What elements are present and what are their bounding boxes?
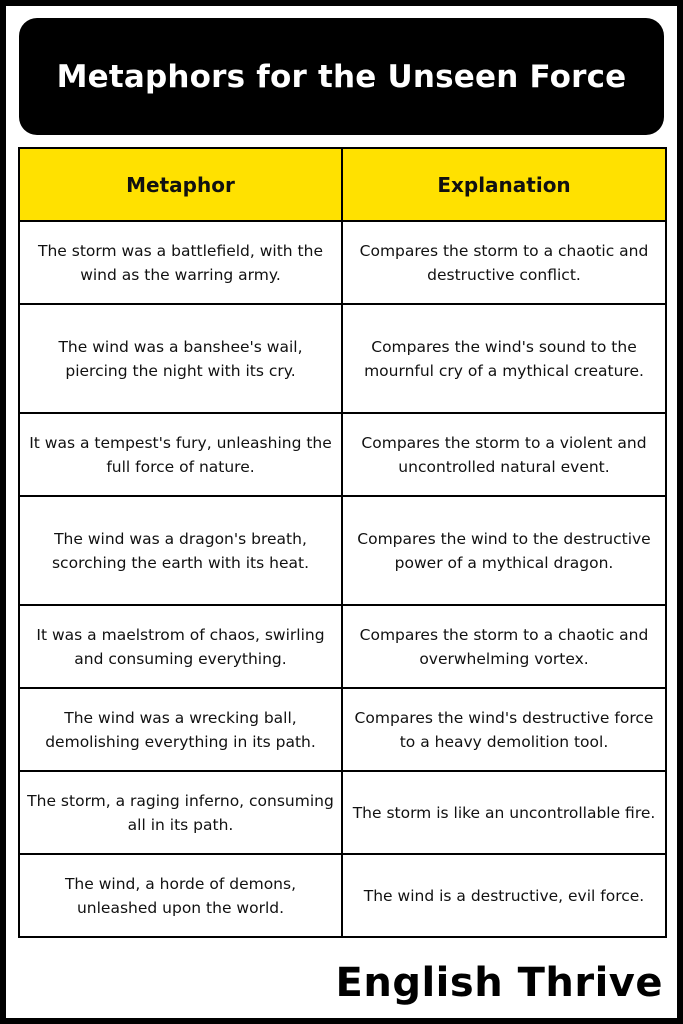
table-row <box>19 771 666 854</box>
column-header-explanation: Explanation <box>342 148 666 221</box>
metaphor-cell: It was a tempest's fury, unleashing the full force of nature. <box>19 413 342 496</box>
table-row <box>19 221 666 304</box>
explanation-cell: Compares the storm to a chaotic and overwhelming vortex. <box>342 605 666 688</box>
explanation-cell: Compares the storm to a chaotic and destructive conflict. <box>342 221 666 304</box>
metaphor-cell: The wind was a banshee's wail, piercing the night with its cry. <box>19 304 342 413</box>
table-row <box>19 688 666 771</box>
explanation-cell: Compares the wind's sound to the mournful cry of a mythical creature. <box>342 304 666 413</box>
table-row <box>19 304 666 413</box>
table-row <box>19 854 666 937</box>
metaphor-cell: The storm was a battlefield, with the wind as the warring army. <box>19 221 342 304</box>
metaphor-cell: The wind was a dragon's breath, scorching the earth with its heat. <box>19 496 342 605</box>
table-header-row <box>19 148 666 221</box>
metaphor-cell: It was a maelstrom of chaos, swirling and consuming everything. <box>19 605 342 688</box>
page-title: Metaphors for the Unseen Force <box>56 58 627 95</box>
brand-logo-text: English Thrive <box>335 960 663 1006</box>
title-bar <box>19 18 664 135</box>
metaphor-cell: The wind, a horde of demons, unleashed upon the world. <box>19 854 342 937</box>
metaphor-table <box>18 147 667 938</box>
metaphor-cell: The wind was a wrecking ball, demolishing everything in its path. <box>19 688 342 771</box>
table-row <box>19 496 666 605</box>
metaphor-cell: The storm, a raging inferno, consuming all in its path. <box>19 771 342 854</box>
table-row <box>19 605 666 688</box>
table-row <box>19 413 666 496</box>
explanation-cell: Compares the wind to the destructive power of a mythical dragon. <box>342 496 666 605</box>
explanation-cell: Compares the storm to a violent and uncontrolled natural event. <box>342 413 666 496</box>
explanation-cell: The wind is a destructive, evil force. <box>342 854 666 937</box>
page <box>6 6 677 1018</box>
explanation-cell: Compares the wind's destructive force to a heavy demolition tool. <box>342 688 666 771</box>
column-header-metaphor: Metaphor <box>19 148 342 221</box>
explanation-cell: The storm is like an uncontrollable fire. <box>342 771 666 854</box>
